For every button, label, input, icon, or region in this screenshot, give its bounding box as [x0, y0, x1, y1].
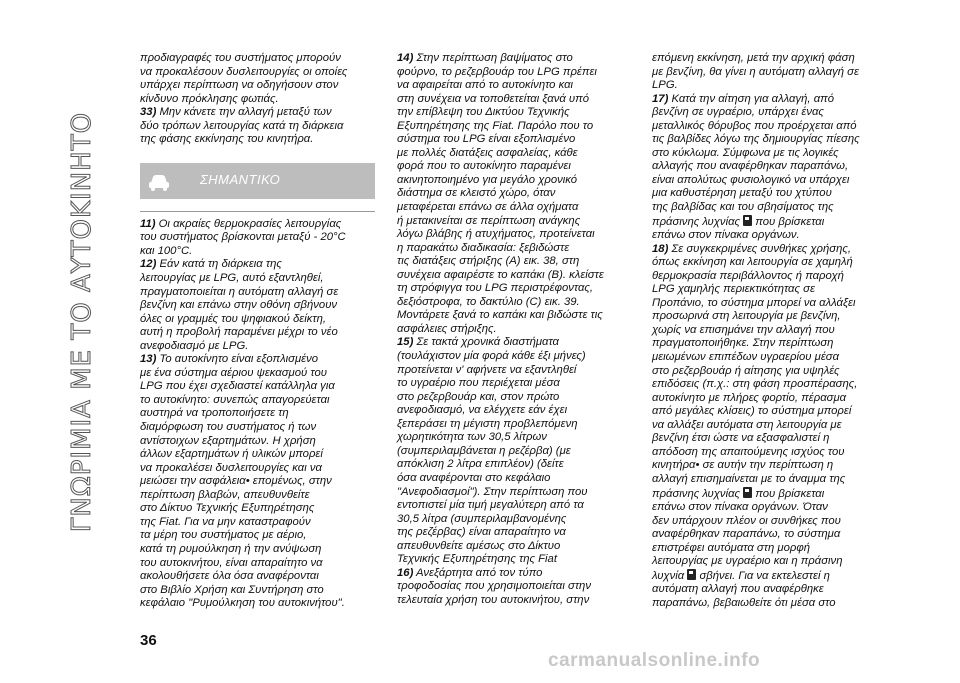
text-line: αλλαγή επισημαίνεται με το άναμμα της — [652, 472, 846, 485]
text-line: αυτοκίνητο με πλήρες φορτίο, πέρασμα — [652, 391, 847, 404]
text-line: πραγματοποιείται η αυτόματη αλλαγή σε — [140, 285, 339, 298]
chapter-side-title-text: ΓΝΩΡΙΜΙΑ ΜΕ ΤΟ ΑΥΤΟΚΙΝΗΤΟ — [67, 111, 97, 533]
note-number: 15) — [397, 336, 414, 349]
text-line: στο ρεζερβουάρ και, στον πρώτο — [397, 390, 560, 403]
text-line: Κατά την αίτηση για αλλαγή, από — [668, 92, 834, 105]
lpg-warning-light-icon — [687, 569, 696, 580]
text-line: εντοπιστεί μία τιμή μεγαλύτερη από τα — [397, 499, 584, 512]
chapter-side-title — [62, 22, 102, 622]
text-line: επιδόσεις (π.χ.: στη φάση προσπέρασης, — [652, 378, 858, 391]
text-line: της φάσης εκκίνησης του κινητήρα. — [140, 133, 314, 146]
text-line: πραγματοποιήθηκε. Στην περίπτωση — [652, 337, 834, 350]
text-line: πράσινης λυχνίας — [652, 215, 744, 228]
text-line: λόγω βλάβης ή ατυχήματος, προτείνεται — [397, 228, 595, 241]
text-line: ανεφοδιασμό, να ελέγχετε εάν έχει — [397, 404, 568, 417]
text-line: και 100°C. — [140, 244, 193, 257]
text-line: (τουλάχιστον μία φορά κάθε έξι μήνες) — [397, 350, 586, 363]
text-line: αναφέρθηκαν παραπάνω, το σύστημα — [652, 528, 841, 541]
text-line: το υγραέριο που περιέχεται μέσα — [397, 377, 560, 390]
lpg-warning-light-icon — [743, 215, 752, 226]
text-line: που βρίσκεται — [752, 215, 825, 228]
text-line: όλες οι γραμμές του ψηφιακού δείκτη, — [140, 312, 326, 325]
lpg-warning-light-icon — [743, 487, 752, 498]
text-line: υπάρχει περίπτωση να οδηγήσουν στον — [140, 79, 339, 92]
column-2 — [397, 52, 632, 607]
text-line: με πολλές διατάξεις ασφαλείας, κάθε — [397, 146, 578, 159]
text-line: αλλαγής που αναφέρθηκαν παραπάνω, — [652, 160, 849, 173]
text-line: στο Δίκτυο Τεχνικής Εξυπηρέτησης — [140, 502, 315, 515]
text-line: όσα αναφέρονται στο κεφάλαιο — [397, 471, 551, 484]
note-number: 33) — [140, 106, 157, 119]
text-line: ακινητοποιημένο για μεγάλο χρονικό — [397, 173, 578, 186]
text-line: η παρακάτω διαδικασία: ξεβιδώστε — [397, 241, 570, 254]
text-line: προδιαγραφές του συστήματος μπορούν — [140, 52, 341, 64]
text-line: όπως εκκίνηση και λειτουργία σε χαμηλή — [652, 256, 853, 269]
text-line: το αυτοκίνητο: συνεπώς απαγορεύεται — [140, 393, 330, 406]
text-line: Εάν κατά τη διάρκεια της — [156, 258, 282, 271]
text-line: στο Βιβλίο Χρήση και Συντήρηση στο — [140, 583, 324, 596]
text-line: LPG που έχει σχεδιαστεί κατάλληλα για — [140, 380, 335, 393]
text-line: Σε τακτά χρονικά διαστήματα — [413, 336, 559, 349]
text-line: απόδοση της απαιτούμενης ισχύος του — [652, 445, 845, 458]
col1-top-text — [140, 52, 375, 106]
watermark: carmanualsonline.info — [548, 650, 761, 671]
text-line: ασφάλειες στήριξης. — [397, 322, 497, 335]
text-line: στη συνέχεια να τοποθετείται ξανά υπό — [397, 92, 589, 105]
text-line: βενζίνη και επάνω στην οθόνη σβήνουν — [140, 299, 338, 312]
notice-title: ΣΗΜΑΝΤΙΚΟ — [200, 171, 281, 187]
text-line: "Ανεφοδιασμοί"). Στην περίπτωση που — [397, 485, 588, 498]
note-number: 12) — [140, 258, 157, 271]
text-line: κεφάλαιο "Ρυμούλκηση του αυτοκινήτου". — [140, 597, 345, 610]
text-line: της βαλβίδας και του σβησίματος της — [652, 201, 834, 214]
text-line: παραπάνω, βεβαιωθείτε ότι μέσα στο — [652, 596, 836, 609]
text-line: συνέχεια αφαιρέστε το καπάκι (B). κλείστε — [397, 268, 604, 281]
note-16 — [397, 567, 632, 608]
text-line: μεταλλικός θόρυβος που προέρχεται από — [652, 119, 857, 132]
text-line: ανεφοδιασμό με LPG. — [140, 339, 249, 352]
text-line: αυτόματη αλλαγή που αναφέρθηκε — [652, 583, 824, 596]
text-line: Στην περίπτωση βαψίματος στο — [413, 52, 573, 64]
car-warning-icon — [140, 163, 178, 199]
text-line: τις διατάξεις στήριξης (A) εικ. 38, στη — [397, 255, 580, 268]
text-line: μειωμένων επιπέδων υγραερίου μέσα — [652, 351, 840, 364]
text-line: από μεγάλες κλίσεις) το σύστημα μπορεί — [652, 405, 852, 418]
note-18 — [652, 243, 887, 611]
text-line: μια καθυστέρηση μεταξύ του χτύπου — [652, 187, 832, 200]
note-number: 17) — [652, 92, 669, 105]
text-line: Μην κάνετε την αλλαγή μεταξύ των — [156, 106, 332, 119]
text-line: επόμενη εκκίνηση, μετά την αρχική φάση — [652, 52, 855, 64]
text-line: να αλλάξει αυτόματα στη λειτουργία με — [652, 418, 842, 431]
text-line: βενζίνη σε υγραέριο, υπάρχει ένας — [652, 106, 824, 119]
text-line: του συστήματος βρίσκονται μεταξύ - 20°C — [140, 231, 346, 244]
text-line: σβήνει. Για να εκτελεστεί η — [696, 569, 830, 582]
note-13 — [140, 353, 375, 610]
text-line: άλλων εξαρτημάτων ή υλικών μπορεί — [140, 448, 323, 461]
important-notice-banner — [140, 163, 375, 199]
text-line: τη στρόφιγγα του LPG περιστρέφοντας, — [397, 282, 594, 295]
text-line: φούρνο, το ρεζερβουάρ του LPG πρέπει — [397, 65, 597, 78]
note-number: 18) — [652, 242, 669, 255]
text-line: της Fiat. Για να μην καταστραφούν — [140, 515, 311, 528]
text-line: LPG. — [652, 79, 678, 92]
text-line: Σε συγκεκριμένες συνθήκες χρήσης, — [668, 242, 851, 255]
note-number: 11) — [140, 217, 156, 230]
text-line: Μοντάρετε ξανά το καπάκι και βιδώστε τις — [397, 309, 603, 322]
text-line: να αφαιρείται από το αυτοκίνητο και — [397, 79, 574, 92]
text-line: στο ρεζερβουάρ ή αίτησης για υψηλές — [652, 364, 840, 377]
text-line: λειτουργίας με υγραέριο και η πράσινη — [652, 555, 843, 568]
text-line: κίνδυνο πρόκλησης φωτιάς. — [140, 92, 279, 105]
text-line: ακολουθήσετε όλα όσα αναφέρονται — [140, 570, 319, 583]
text-line: ξεπεράσει τη μέγιστη προβλεπόμενη — [397, 417, 578, 430]
text-line: φορά που το αυτοκίνητο παραμένει — [397, 160, 571, 173]
text-line: κατά τη ρυμούλκηση ή την ανύψωση — [140, 542, 322, 555]
text-line: τελευταία χρήση του αυτοκινήτου, στην — [397, 593, 590, 606]
note-33 — [140, 106, 375, 147]
text-line: αυτή η προβολή παραμένει μέχρι το νέο — [140, 326, 338, 339]
note-number: 14) — [397, 52, 414, 64]
text-line: ή μετακινείται σε περίπτωση ανάγκης — [397, 214, 581, 227]
text-line: (συμπεριλαμβάνεται η ρεζέρβα) (με — [397, 444, 571, 457]
col3-top-text — [652, 52, 887, 93]
text-line: χωρητικότητα των 30,5 λίτρων — [397, 431, 547, 444]
text-line: λυχνία — [652, 569, 688, 582]
text-line: κινητήρα• σε αυτήν την περίπτωση η — [652, 459, 834, 472]
text-line: προτείνεται ν' αφήνετε να εξαντληθεί — [397, 363, 577, 376]
text-line: περίπτωση βλαβών, απευθυνθείτε — [140, 488, 310, 501]
text-line: τα μέρη του συστήματος με αέριο, — [140, 529, 307, 542]
note-number: 13) — [140, 353, 157, 366]
text-line: χωρίς να επισημάνει την αλλαγή που — [652, 323, 835, 336]
text-line: προσωρινά στη λειτουργία με βενζίνη, — [652, 310, 841, 323]
text-line: σύστημα του LPG είναι εξοπλισμένο — [397, 133, 576, 146]
divider — [140, 211, 375, 212]
text-line: μειώσει την ασφάλεια• επομένως, στην — [140, 475, 332, 488]
text-line: βενζίνη έτσι ώστε να εξασφαλιστεί η — [652, 432, 830, 445]
text-line: μεταφέρεται επάνω σε άλλα οχήματα — [397, 201, 579, 214]
text-line: του αυτοκινήτου, είναι απαραίτητο να — [140, 556, 323, 569]
text-line: Τεχνικής Εξυπηρέτησης της Fiat — [397, 553, 557, 566]
text-line: διάστημα σε κλειστό χώρο, όταν — [397, 187, 556, 200]
text-line: Το αυτοκίνητο είναι εξοπλισμένο — [156, 353, 319, 366]
text-line: δύο τρόπων λειτουργίας κατά τη διάρκεια — [140, 119, 344, 132]
text-line: είναι απολύτως φυσιολογικό να υπάρχει — [652, 173, 850, 186]
text-line: θερμοκρασία περιβάλλοντος ή παροχή — [652, 269, 844, 282]
text-line: αντίστοιχων εξαρτημάτων. Η χρήση — [140, 434, 316, 447]
text-line: επάνω στον πίνακα οργάνων. — [652, 229, 800, 242]
page-number: 36 — [140, 632, 157, 649]
text-line: στο κύκλωμα. Σύμφωνα με τις λογικές — [652, 146, 839, 159]
text-line: 30,5 λίτρα (συμπεριλαμβανομένης — [397, 512, 567, 525]
text-line: τροφοδοσίας που χρησιμοποιείται στην — [397, 580, 591, 593]
text-line: απευθυνθείτε αμέσως στο Δίκτυο — [397, 539, 561, 552]
text-line: λειτουργίας με LPG, αυτό εξαντληθεί, — [140, 272, 324, 285]
text-line: της ρεζέρβας) είναι απαραίτητο να — [397, 526, 566, 539]
note-17 — [652, 93, 887, 243]
text-line: που βρίσκεται — [752, 487, 825, 500]
text-line: επάνω στον πίνακα οργάνων. Όταν — [652, 501, 828, 514]
text-line: να προκαλέσει δυσλειτουργίες και να — [140, 461, 322, 474]
text-line: δεν υπάρχουν πλέον οι συνθήκες που — [652, 514, 841, 527]
text-line: Προπάνιο, το σύστημα μπορεί να αλλάξει — [652, 296, 856, 309]
text-line: Ανεξάρτητα από τον τύπο — [413, 566, 543, 579]
text-line: δεξιόστροφα, το δακτύλιο (C) εικ. 39. — [397, 295, 580, 308]
text-line: LPG χαμηλής περιεκτικότητας σε — [652, 283, 815, 296]
note-12 — [140, 258, 375, 353]
note-14 — [397, 52, 632, 336]
text-line: πράσινης λυχνίας — [652, 487, 744, 500]
text-line: διαμόρφωση του συστήματος ή των — [140, 421, 317, 434]
text-line: Εξυπηρέτησης της Fiat. Παρόλο που το — [397, 119, 594, 132]
text-line: με βενζίνη, θα γίνει η αυτόματη αλλαγή σε — [652, 65, 859, 78]
text-line: τις βαλβίδες λόγω της δημιουργίας πίεσης — [652, 133, 860, 146]
column-3 — [652, 52, 887, 610]
text-line: επιστρέφει αυτόματα στη μορφή — [652, 541, 810, 554]
text-line: με ένα σύστημα αέριου ψεκασμού του — [140, 366, 327, 379]
note-11 — [140, 218, 375, 259]
note-number: 16) — [397, 566, 414, 579]
text-line: την επίβλεψη του Δικτύου Τεχνικής — [397, 106, 570, 119]
text-line: απόκλιση 2 λίτρα επιπλέον) (δείτε — [397, 458, 564, 471]
text-line: αυστηρά να τροποποιήσετε τη — [140, 407, 289, 420]
note-15 — [397, 336, 632, 566]
text-line: Οι ακραίες θερμοκρασίες λειτουργίας — [155, 217, 342, 230]
column-1 — [140, 52, 375, 611]
text-line: να προκαλέσουν δυσλειτουργίες οι οποίες — [140, 65, 348, 78]
